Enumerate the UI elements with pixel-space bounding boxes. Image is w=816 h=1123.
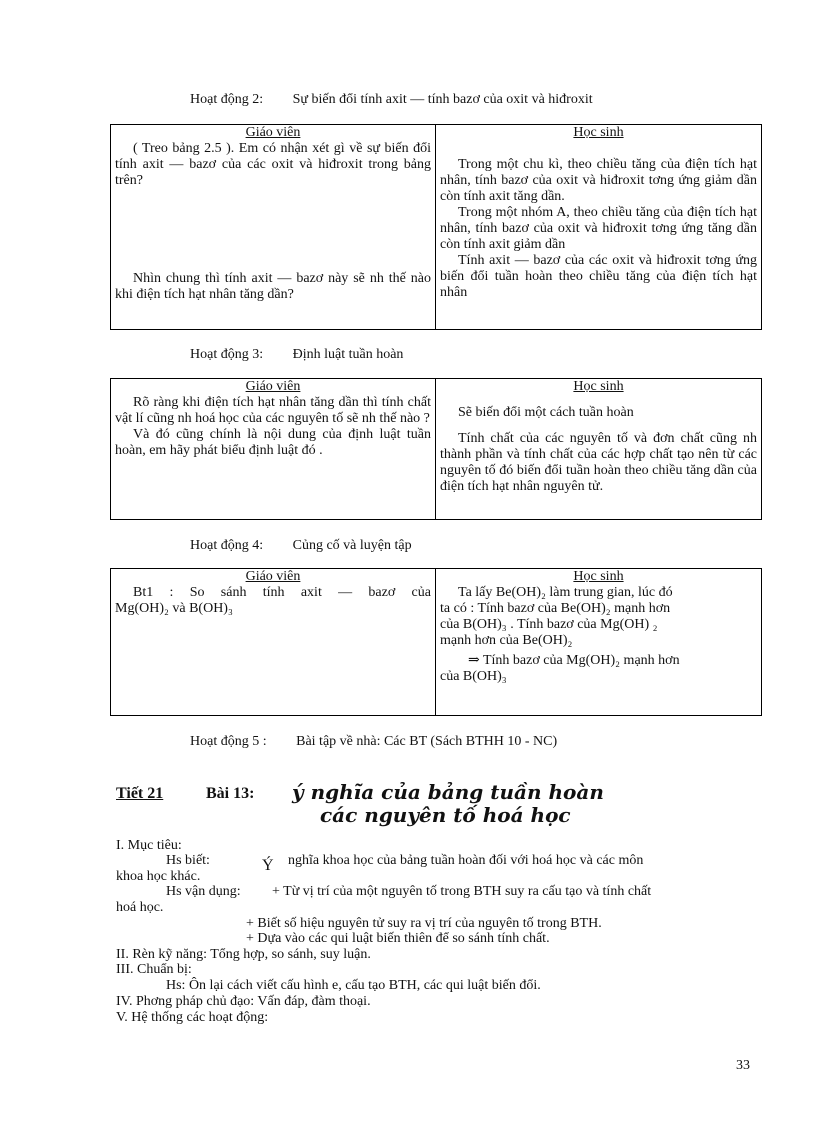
- activity-label: Hoạt động 4:: [190, 538, 264, 553]
- activity-label: Hoạt động 3:: [190, 347, 264, 362]
- teacher-question: Nhìn chung thì tính axit — bazơ này sẽ nh thế nào khi điện tích hạt nhân tăng dần?: [115, 271, 431, 302]
- activity-2-table: [110, 124, 762, 330]
- page-number: 33: [736, 1058, 750, 1073]
- lesson-number: Bài 13:: [206, 785, 255, 802]
- activity-4-table: [110, 568, 762, 716]
- answer-text: Tính bazơ của Mg(OH)₂ mạnh hơn: [482, 653, 680, 668]
- teacher-column: [111, 379, 436, 520]
- activity-3-table: [110, 378, 762, 520]
- implies-arrow-icon: ⇒: [468, 653, 480, 668]
- student-answer: Trong một nhóm A, theo chiều tăng của điện tích hạt nhân, tính bazơ của oxit và hiđroxit tơng ứng tăng dần còn tính axit giảm dần: [440, 205, 757, 252]
- teacher-question: Và đó cũng chính là nội dung của định luật tuần hoàn, em hãy phát biểu định luật đó .: [115, 427, 431, 458]
- lesson-title-line-2: các nguyên tố hoá học: [320, 803, 571, 827]
- student-answer-line: [440, 653, 757, 669]
- activity-4-heading: [190, 538, 412, 554]
- objective-label: Hs biết:: [166, 853, 210, 868]
- lesson-period: Tiết 21: [116, 785, 164, 802]
- student-answer: Sẽ biến đổi một cách tuần hoàn: [458, 405, 634, 420]
- student-answer: Tính axit — bazơ của các oxit và hiđroxit tơng ứng biến đổi tuần hoàn theo chiều tăng của điện tích hạt nhân: [440, 253, 757, 300]
- student-answer: Trong một chu kì, theo chiều tăng của điện tích hạt nhân, tính bazơ của oxit và hiđroxit tơng ứng giảm dần còn tính axit tăng dần.: [440, 157, 757, 204]
- objective-text: + Từ vị trí của một nguyên tố trong BTH suy ra cấu tạo và tính chất: [272, 884, 652, 899]
- column-header: Học sinh: [573, 569, 624, 584]
- teacher-question: Bt1 : So sánh tính axit — bazơ của: [133, 585, 431, 600]
- teacher-column: [111, 569, 436, 716]
- activity-3-heading: [190, 347, 403, 363]
- column-header: Giáo viên: [245, 569, 301, 584]
- student-column: [436, 569, 762, 716]
- student-answer-line: ta có : Tính bazơ của Be(OH)₂ mạnh hơn: [440, 601, 671, 616]
- teacher-question: ( Treo bảng 2.5 ). Em có nhận xét gì về sự biến đổi tính axit — bazơ của các oxit và hiđroxit trong bảng trên?: [115, 141, 431, 188]
- objective-text: khoa học khác.: [116, 869, 201, 884]
- student-answer-line: Ta lấy Be(OH)₂ làm trung gian, lúc đó: [458, 585, 673, 600]
- objective-initial: Ý: [262, 857, 274, 874]
- student-answer: Tính chất của các nguyên tố và đơn chất cũng nh thành phần và tính chất của các hợp chất tạo nên từ các nguyên tố đó biến đổi tuần hoàn theo chiều tăng dần của điện tích hạt nhân nguyên tử.: [440, 431, 757, 494]
- student-answer-line: mạnh hơn của Be(OH)₂: [440, 633, 573, 648]
- lesson-title-line-1: ý nghĩa của bảng tuần hoàn: [292, 780, 604, 804]
- column-header: Giáo viên: [245, 379, 301, 394]
- activity-title: Sự biến đổi tính axit — tính bazơ của oxit và hiđroxit: [292, 92, 593, 107]
- activity-label: Hoạt động 2:: [190, 92, 264, 107]
- student-answer-line: của B(OH)₃ . Tính bazơ của Mg(OH) ₂: [440, 617, 658, 632]
- student-column: [436, 379, 762, 520]
- column-header: Giáo viên: [245, 125, 301, 140]
- objective-text: nghĩa khoa học của bảng tuần hoàn đối với hoá học và các môn: [288, 853, 644, 868]
- activity-title: Định luật tuần hoàn: [292, 347, 404, 362]
- preparation-text: Hs: Ôn lại cách viết cấu hình e, cấu tạo BTH, các qui luật biến đổi.: [166, 978, 541, 993]
- section-method: IV. Phơng pháp chủ đạo: Vấn đáp, đàm thoại.: [116, 994, 371, 1009]
- teacher-question: Rõ ràng khi điện tích hạt nhân tăng dần thì tính chất vật lí cũng nh hoá học của các nguyên tố sẽ nh thế nào ?: [115, 395, 431, 426]
- column-header: Học sinh: [573, 125, 624, 140]
- objective-text: + Dựa vào các qui luật biến thiên để so sánh tính chất.: [246, 931, 550, 946]
- section-objectives: I. Mục tiêu:: [116, 838, 182, 853]
- objective-text: hoá học.: [116, 900, 164, 915]
- teacher-question-formula: Mg(OH)₂ và B(OH)₃: [115, 601, 233, 616]
- activity-2-heading: [190, 92, 593, 108]
- activity-title: Bài tập về nhà: Các BT (Sách BTHH 10 - NC): [296, 734, 558, 749]
- section-activities: V. Hệ thống các hoạt động:: [116, 1010, 269, 1025]
- column-header: Học sinh: [573, 379, 624, 394]
- student-answer-line: của B(OH)₃: [440, 669, 507, 684]
- activity-5-heading: [190, 734, 557, 750]
- section-skills: II. Rèn kỹ năng: Tổng hợp, so sánh, suy luận.: [116, 947, 371, 962]
- student-column: [436, 125, 762, 330]
- activity-label: Hoạt động 5 :: [190, 734, 267, 749]
- objective-label: Hs vận dụng:: [166, 884, 241, 899]
- section-preparation: III. Chuẩn bị:: [116, 962, 192, 977]
- activity-title: Củng cố và luyện tập: [292, 538, 412, 553]
- objective-text: + Biết số hiệu nguyên tử suy ra vị trí của nguyên tố trong BTH.: [246, 916, 602, 931]
- teacher-column: [111, 125, 436, 330]
